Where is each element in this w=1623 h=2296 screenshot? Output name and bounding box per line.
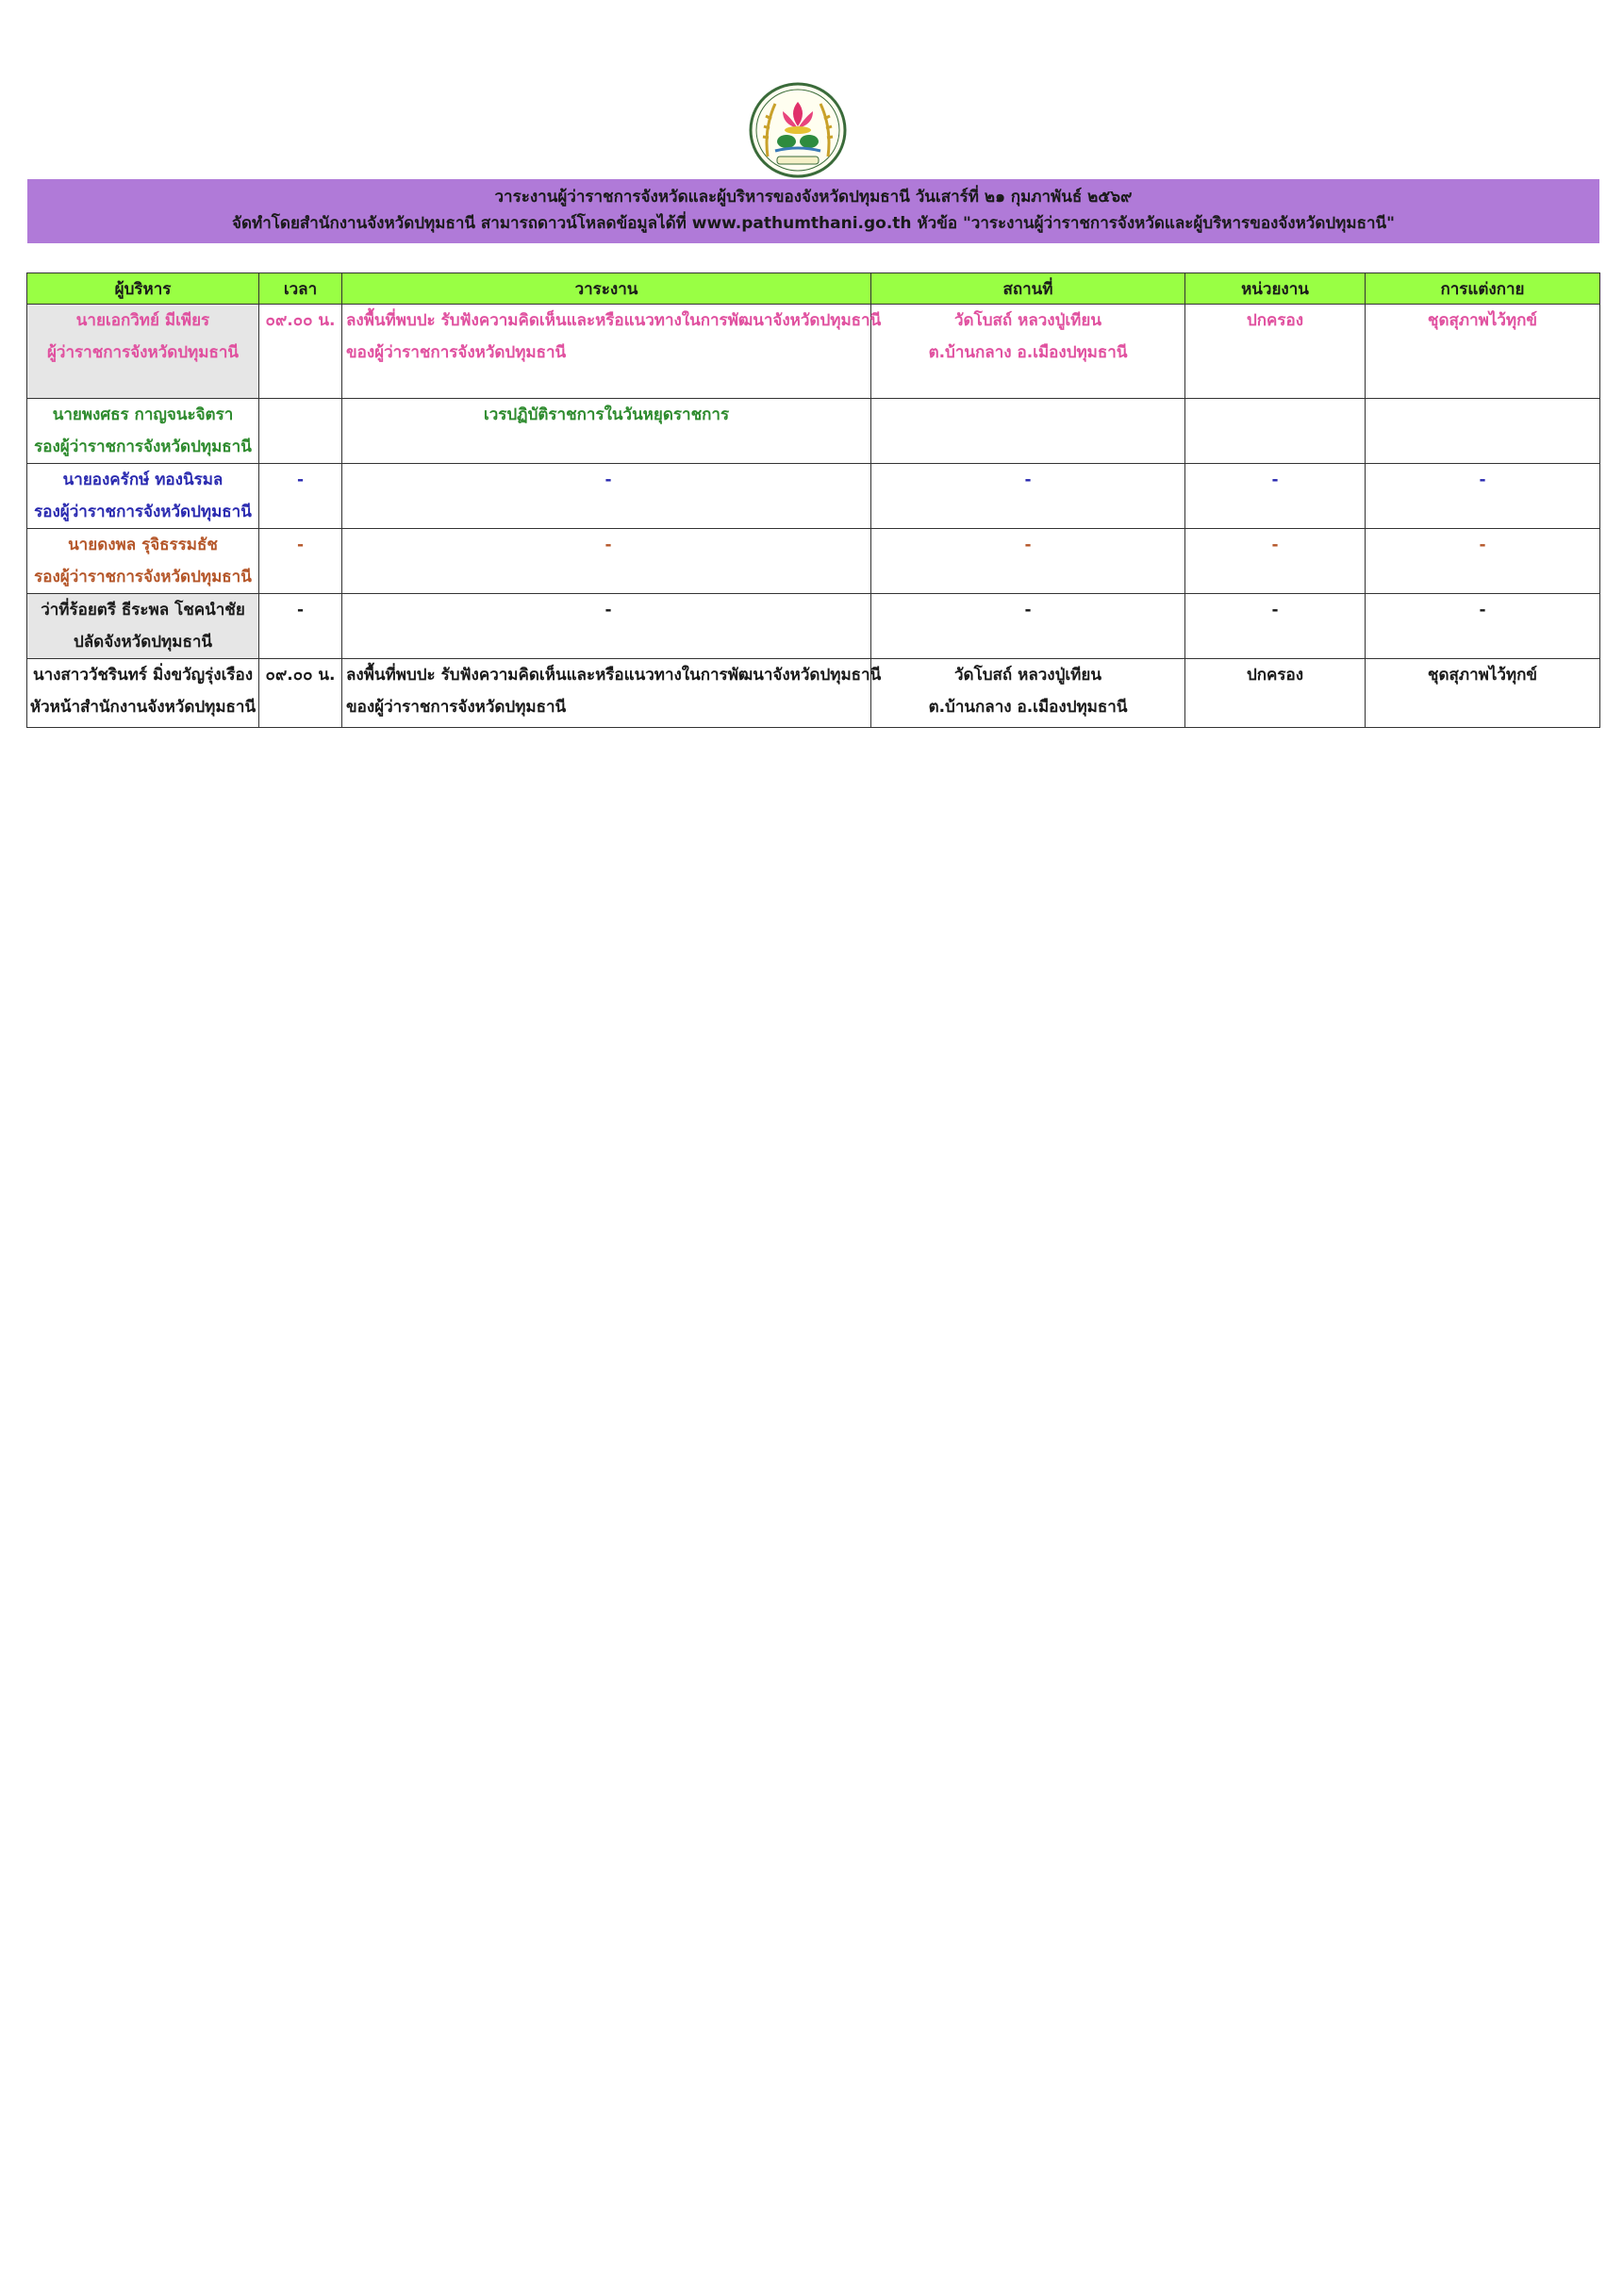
time-cell <box>259 399 342 464</box>
place-cell <box>871 305 1185 399</box>
dress-cell: - <box>1366 594 1600 659</box>
agenda-line: ของผู้ว่าราชการจังหวัดปทุมธานี <box>346 698 567 717</box>
time-cell: ๐๙.๐๐ น. <box>259 305 342 399</box>
executive-name: นายองครักษ์ ทองนิรมล <box>62 471 224 489</box>
col-header-agenda: วาระงาน <box>342 273 871 305</box>
agenda-line: ลงพื้นที่พบปะ รับฟังความคิดเห็นและหรือแนวทางในการพัฒนาจังหวัดปทุมธานี <box>346 666 882 685</box>
agenda-cell: - <box>342 464 871 529</box>
agenda-cell <box>342 399 871 464</box>
agenda-cell <box>342 305 882 399</box>
page-title: วาระงานผู้ว่าราชการจังหวัดและผู้บริหารของจังหวัดปทุมธานี วันเสาร์ที่ ๒๑ กุมภาพันธ์ ๒๕๖๙ <box>494 188 1133 206</box>
col-header-unit: หน่วยงาน <box>1185 273 1366 305</box>
dress-cell: ชุดสุภาพไว้ทุกข์ <box>1366 659 1600 728</box>
table-header-row <box>27 273 1600 305</box>
unit-cell <box>1185 399 1366 464</box>
agenda-line: เวรปฏิบัติราชการในวันหยุดราชการ <box>483 405 730 424</box>
executive-name: นายพงศธร กาญจนะจิตรา <box>52 405 234 424</box>
executive-cell <box>27 594 259 659</box>
time-cell: - <box>259 464 342 529</box>
table-row <box>27 659 1600 728</box>
place-line: วัดโบสถ์ หลวงปู่เทียน <box>954 311 1101 330</box>
dress-cell: - <box>1366 529 1600 594</box>
executive-position: รองผู้ว่าราชการจังหวัดปทุมธานี <box>34 503 252 521</box>
place-cell: - <box>871 594 1185 659</box>
agenda-cell: - <box>342 594 871 659</box>
table-row <box>27 529 1600 594</box>
table-row <box>27 305 1600 399</box>
place-line: วัดโบสถ์ หลวงปู่เทียน <box>954 666 1101 685</box>
col-header-place: สถานที่ <box>871 273 1185 305</box>
executive-cell <box>27 305 259 399</box>
unit-cell: - <box>1185 594 1366 659</box>
table-row <box>27 594 1600 659</box>
executive-cell <box>27 399 259 464</box>
col-header-executive: ผู้บริหาร <box>27 273 259 305</box>
executive-cell <box>27 529 259 594</box>
col-header-time: เวลา <box>259 273 342 305</box>
place-cell: - <box>871 529 1185 594</box>
agenda-line: ลงพื้นที่พบปะ รับฟังความคิดเห็นและหรือแนวทางในการพัฒนาจังหวัดปทุมธานี <box>346 311 882 330</box>
agenda-cell: - <box>342 529 871 594</box>
executive-position: ผู้ว่าราชการจังหวัดปทุมธานี <box>46 343 240 362</box>
time-cell: - <box>259 529 342 594</box>
provincial-seal-icon <box>747 81 849 179</box>
table-row <box>27 464 1600 529</box>
executive-cell <box>27 659 259 728</box>
place-cell <box>871 659 1185 728</box>
executive-name: นางสาววัชรินทร์ มิ่งขวัญรุ่งเรือง <box>32 666 254 685</box>
dress-cell: - <box>1366 464 1600 529</box>
place-line: ต.บ้านกลาง อ.เมืองปทุมธานี <box>928 343 1128 362</box>
agenda-cell <box>342 659 882 728</box>
executive-position: หัวหน้าสำนักงานจังหวัดปทุมธานี <box>29 698 257 717</box>
executive-name: นายเอกวิทย์ มีเพียร <box>75 311 210 330</box>
time-cell: ๐๙.๐๐ น. <box>259 659 342 728</box>
executive-name: ว่าที่ร้อยตรี ธีระพล โชคนำชัย <box>41 601 245 619</box>
time-cell: - <box>259 594 342 659</box>
executive-name: นายดงพล รุจิธรรมธัช <box>68 536 218 554</box>
agenda-line: ของผู้ว่าราชการจังหวัดปทุมธานี <box>346 343 567 362</box>
dress-cell: ชุดสุภาพไว้ทุกข์ <box>1366 305 1600 399</box>
executive-cell <box>27 464 259 529</box>
unit-cell: ปกครอง <box>1185 659 1366 728</box>
page-header-banner <box>27 179 1599 243</box>
table-row <box>27 399 1600 464</box>
col-header-dress: การแต่งกาย <box>1366 273 1600 305</box>
unit-cell: - <box>1185 529 1366 594</box>
place-cell <box>871 399 1185 464</box>
unit-cell: - <box>1185 464 1366 529</box>
place-line: ต.บ้านกลาง อ.เมืองปทุมธานี <box>928 698 1128 717</box>
place-cell: - <box>871 464 1185 529</box>
executive-position: รองผู้ว่าราชการจังหวัดปทุมธานี <box>34 438 252 456</box>
dress-cell <box>1366 399 1600 464</box>
schedule-table <box>26 273 1600 728</box>
executive-position: รองผู้ว่าราชการจังหวัดปทุมธานี <box>34 568 252 586</box>
unit-cell: ปกครอง <box>1185 305 1366 399</box>
executive-position: ปลัดจังหวัดปทุมธานี <box>73 633 213 652</box>
page-subtitle: จัดทำโดยสำนักงานจังหวัดปทุมธานี สามารถดาวน์โหลดข้อมูลได้ที่ www.pathumthani.go.th หัวข้อ "วาระงานผู้ว่าราชการจังหวัดและผู้บริหารของจังหวัดปทุมธานี" <box>232 214 1395 233</box>
